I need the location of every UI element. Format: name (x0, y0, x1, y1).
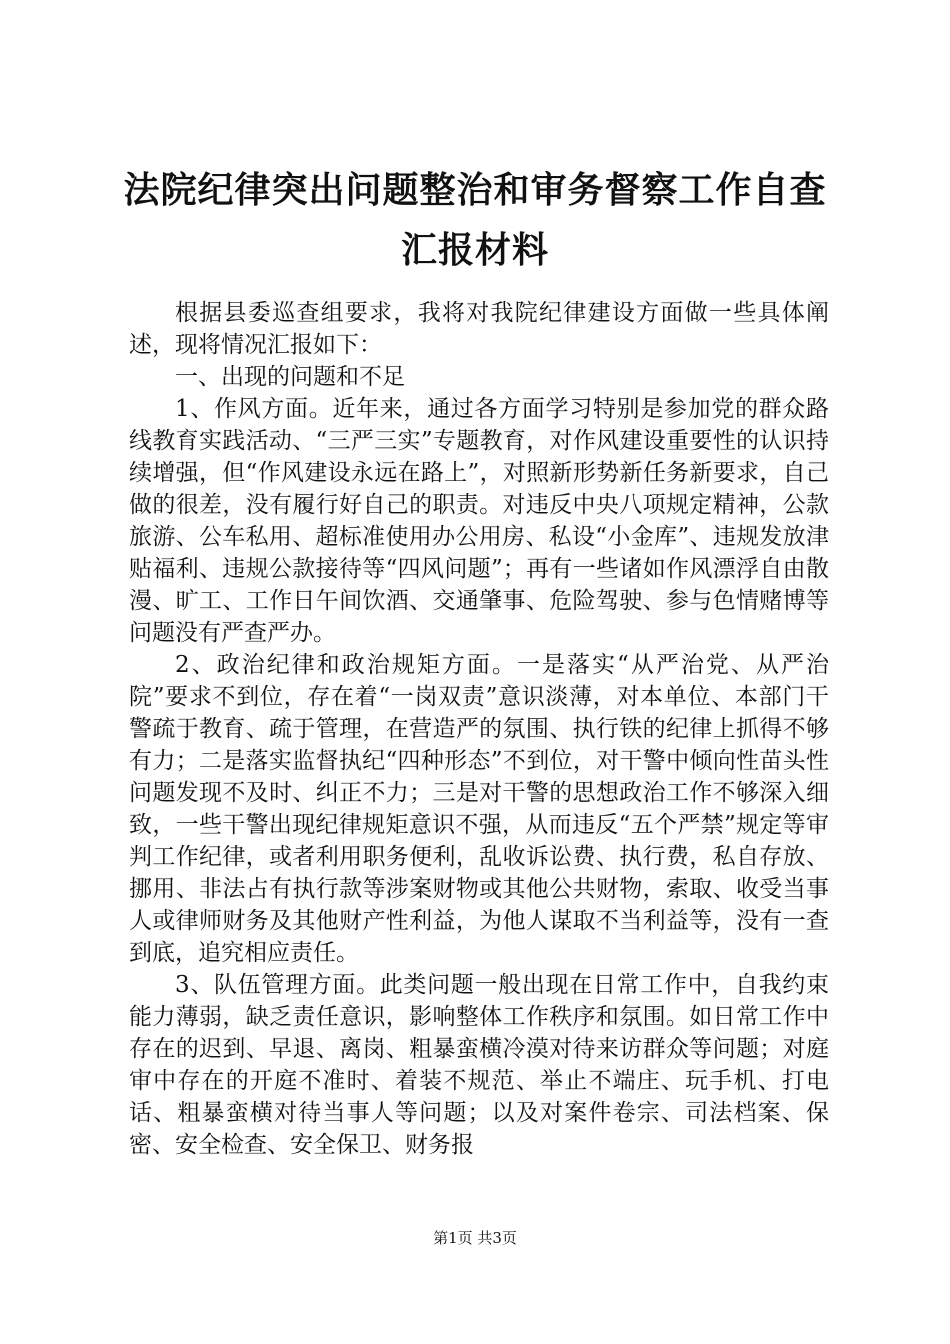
document-body (129, 297, 829, 1161)
paragraph-political-discipline: 2、政治纪律和政治规矩方面。一是落实“从严治党、从严治院”要求不到位，存在着“一岗双责”意识淡薄，对本单位、本部门干警疏于教育、疏于管理，在营造严的氛围、执行铁的纪律上抓得不够有力；二是落实监督执纪“四种形态”不到位，对干警中倾向性苗头性问题发现不及时、纠正不力；三是对干警的思想政治工作不够深入细致，一些干警出现纪律规矩意识不强，从而违反“五个严禁”规定等审判工作纪律，或者利用职务便利，乱收诉讼费、执行费，私自存放、挪用、非法占有执行款等涉案财物或其他公共财物，索取、收受当事人或律师财务及其他财产性利益，为他人谋取不当利益等，没有一查到底，追究相应责任。 (129, 652, 829, 966)
document-title: 法院纪律突出问题整治和审务督察工作自查汇报材料 (123, 169, 827, 271)
paragraph-team-management: 3、队伍管理方面。此类问题一般出现在日常工作中，自我约束能力薄弱，缺乏责任意识，影响整体工作秩序和氛围。如日常工作中存在的迟到、早退、离岗、粗暴蛮横冷漠对待来访群众等问题；对庭审中存在的开庭不准时、着装不规范、举止不端庄、玩手机、打电话、粗暴蛮横对待当事人等问题；以及对案件卷宗、司法档案、保密、安全检查、安全保卫、财务报 (129, 972, 829, 1158)
paragraph-intro: 根据县委巡查组要求，我将对我院纪律建设方面做一些具体阐述，现将情况汇报如下： (129, 300, 829, 358)
section-heading: 一、出现的问题和不足 (175, 364, 405, 390)
paragraph-work-style: 1、作风方面。近年来，通过各方面学习特别是参加党的群众路线教育实践活动、“三严三实”专题教育，对作风建设重要性的认识持续增强，但“作风建设永远在路上”，对照新形势新任务新要求，自己做的很差，没有履行好自己的职责。对违反中央八项规定精神，公款旅游、公车私用、超标准使用办公用房、私设“小金库”、违规发放津贴福利、违规公款接待等“四风问题”；再有一些诸如作风漂浮自由散漫、旷工、工作日午间饮酒、交通肇事、危险驾驶、参与色情赌博等问题没有严查严办。 (129, 396, 829, 646)
page-number-footer: 第1页 共3页 (433, 1229, 517, 1247)
